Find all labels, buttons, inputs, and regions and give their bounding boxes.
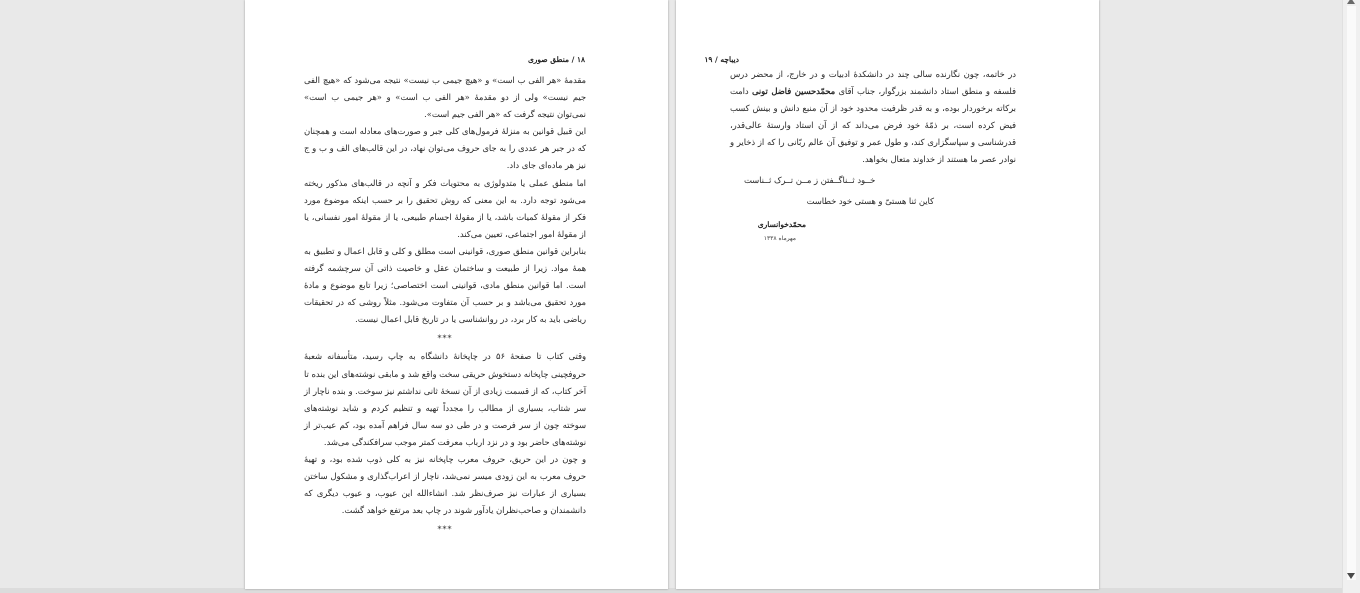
- paragraph: اما منطق عملی یا متدولوژی به محتویات فکر و آنچه در قالب‌های مذکور ریخته می‌شود توجه دارد. به این معنی که روش تحقیق را بر حسب اینکه موضوع مورد فکر از مقولهٔ کمیات باشد، یا از مقولهٔ اجسام طبیعی، یا از مقولهٔ امور نفسانی، یا از مقولهٔ امور اجتماعی، تعیین می‌کند.: [304, 177, 586, 239]
- viewer-bottom-edge: [0, 588, 1342, 593]
- page-body: [304, 72, 586, 539]
- paragraph: وقتی کتاب تا صفحهٔ ۵۶ در چاپخانهٔ دانشگاه به چاپ رسید، متأسفانه شعبهٔ حروفچینی چاپخانه دستخوش حریقی سخت واقع شد و مابقی نوشته‌های این بنده تا آخر کتاب، که از قسمت زیادی از آن نسخهٔ ثانی نداشتم نیز سوخت. و بنده ناچار از سر شتاب، بسیاری از مطالب را مجدداً تهیه و تنظیم کردم و شاید نوشته‌های سوخته چون از سر فرصت و در طی دو سه سال فراهم آمده بود، کم عیب‌تر از نوشته‌های حاضر بود و در نزد ارباب معرفت کمتر موجب سرافکندگی می‌شد.: [304, 351, 586, 447]
- paragraph-text: دامت برکاته برخوردار بوده، و به قدر ظرفیت محدود خود از آن منبع دانش و بینش کسب فیض کرده است، بر ذمّهٔ خود فرض می‌داند که از آن استاد وارستهٔ عالی‌قدر، قدرشناسی و سپاسگزاری کند، و طول عمر و توفیق آن عالم ربّانی را که از ذخایر و نوادر عصر ما هستند از خداوند متعال بخواهد.: [730, 86, 1016, 165]
- paragraph: مقدمهٔ «هر الفی ب است» و «هیچ جیمی ب نیست» نتیجه می‌شود که «هیچ الفی جیم نیست» ولی از دو مقدمهٔ «هر الفی ب است» و «هر جیمی ب است» نمی‌توان نتیجه گرفت که «هر الفی جیم است».: [304, 75, 586, 120]
- poem-line: خــود ثــناگــفتن ز مــن تــرک ثــناست: [744, 175, 876, 185]
- paragraph: این قبیل قوانین به منزلهٔ فرمول‌های کلی جبر و صورت‌های معادله است و همچنان که در جبر هر عددی را به جای حروف می‌توان نهاد، در این قالب‌های الف و ب و ج نیز هر ماده‌ای جای داد.: [304, 126, 586, 171]
- arrow-up-icon[interactable]: [1347, 0, 1355, 4]
- signature: محمّدخوانساری: [757, 220, 806, 229]
- signature-date: مهرماه ۱۳۳۸: [763, 235, 796, 242]
- paragraph-text: در خاتمه، چون نگارنده سالی چند در دانشکدهٔ ادبیات و در خارج، از محضر درس فلسفه و منطق استاد دانشمند بزرگوار، جناب آقای: [730, 69, 1016, 97]
- arrow-down-icon[interactable]: [1347, 573, 1355, 579]
- page-header: ۱۸ / منطق صوری: [527, 55, 585, 64]
- page-header: دیباچه / ۱۹: [704, 55, 739, 64]
- section-separator: ***: [437, 525, 453, 535]
- poem: [744, 170, 994, 212]
- vertical-scrollbar[interactable]: [1342, 0, 1360, 593]
- page-19: [676, 0, 1099, 589]
- page-body: [730, 66, 1016, 169]
- scrollbar-thumb[interactable]: [1347, 6, 1356, 580]
- paragraph: [730, 66, 1016, 169]
- section-separator: ***: [437, 334, 453, 344]
- author-name: محمّدحسین فاضل تونی: [751, 86, 836, 97]
- page-18: [245, 0, 668, 589]
- poem-line: کاین ثنا هستیّ و هستی خود خطاست: [806, 196, 934, 206]
- paragraph: بنابراین قوانین منطق صوری، قوانینی است مطلق و کلی و قابل اعمال و تطبیق به همهٔ مواد. زیرا از طبیعت و ساختمان عقل و خاصیت ذاتی آن سرچشمه گرفته است. اما قوانین منطق مادی، قوانینی است اختصاصی؛ زیرا تابع موضوع و مادهٔ مورد تحقیق می‌باشد و بر حسب آن متفاوت می‌شود. مثلاً روشی که در تحقیقات ریاضی باید به کار برد، در روانشناسی یا در تاریخ قابل اعمال نیست.: [304, 245, 586, 325]
- paragraph: و چون در این حریق، حروف معرب چاپخانه نیز به کلی ذوب شده بود، و تهیهٔ حروف معرب به این زودی میسر نمی‌شد، ناچار از اعراب‌گذاری و مشکول ساختن بسیاری از عبارات نیز صرف‌نظر شد. انشاءالله این عیوب، و عیوب دیگری که دانشمندان و صاحب‌نظران یادآور شوند در چاپ بعد مرتفع خواهد گشت.: [304, 453, 586, 516]
